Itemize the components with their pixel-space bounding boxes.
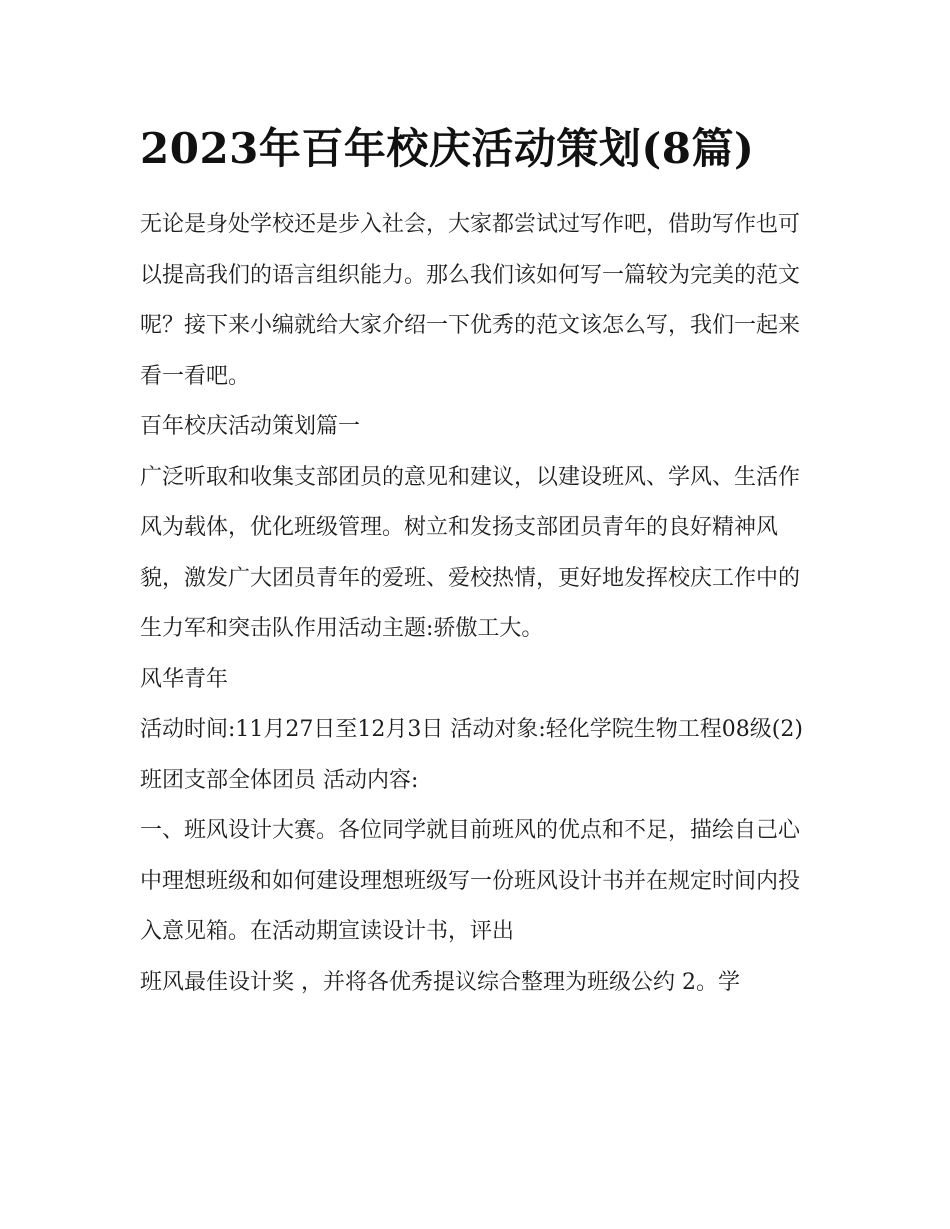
theme-continuation-line: 风华青年 xyxy=(140,666,229,692)
document-title: 2023年百年校庆活动策划(8篇) xyxy=(140,124,755,173)
purpose-paragraph: 广泛听取和收集支部团员的意见和建议，以建设班风、学风、生活作风为载体，优化班级管理。树立和发扬支部团员青年的良好精神风貌，激发广大团员青年的爱班、爱校热情，更好地发挥校庆工作中的生力军和突击队作用活动主题:骄傲工大。 xyxy=(140,464,801,641)
intro-paragraph: 无论是身处学校还是步入社会，大家都尝试过写作吧，借助写作也可以提高我们的语言组织能力。那么我们该如何写一篇较为完美的范文呢？接下来小编就给大家介绍一下优秀的范文该怎么写，我们一起来看一看吧。 xyxy=(140,212,801,389)
activity-item-continuation: 班风最佳设计奖 ，并将各优秀提议综合整理为班级公约 2。学 xyxy=(140,969,740,995)
document-body xyxy=(140,118,815,1008)
activity-time-paragraph: 活动时间:11月27日至12月3日 活动对象:轻化学院生物工程08级(2)班团支部全体团员 活动内容: xyxy=(140,717,803,793)
activity-item-one-paragraph: 一、班风设计大赛。各位同学就目前班风的优点和不足，描绘自己心中理想班级和如何建设理想班级写一份班风设计书并在规定时间内投入意见箱。在活动期宣读设计书，评出 xyxy=(140,818,801,944)
section-heading-part-one: 百年校庆活动策划篇一 xyxy=(140,414,361,439)
